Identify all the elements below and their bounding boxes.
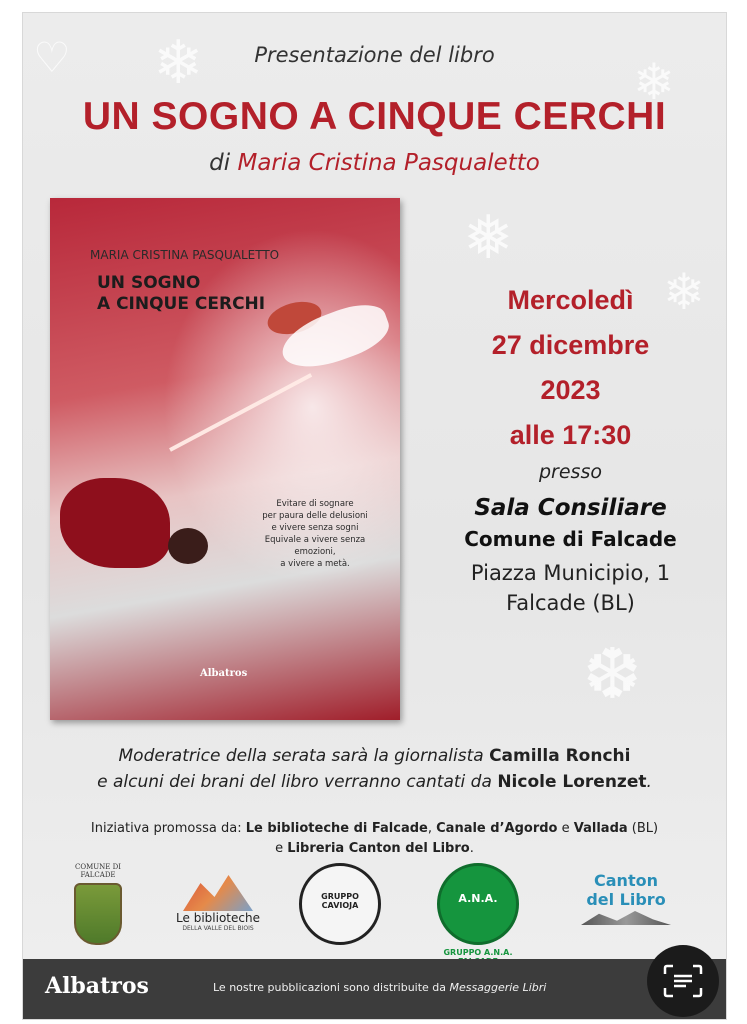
moderator-text xyxy=(23,743,726,795)
cover-quote-line: per paura delle delusioni xyxy=(262,511,368,521)
biblioteche-logo xyxy=(168,863,268,932)
cover-publisher: Albatros xyxy=(200,668,248,679)
canton-line2: del Libro xyxy=(586,890,666,909)
book-title: UN SOGNO A CINQUE CERCHI xyxy=(82,95,667,138)
initiative-line1 xyxy=(23,819,726,839)
footer-brand: Albatros xyxy=(45,973,149,999)
moderator-line2-text: e alcuni dei brani del libro verranno cantati da xyxy=(97,772,492,792)
canton-logo xyxy=(571,863,681,925)
address-line2: Falcade (BL) xyxy=(506,591,635,615)
ana-badge-text: A.N.A. xyxy=(458,892,498,905)
initiative-org2: Canale d’Agordo xyxy=(436,821,558,836)
cover-reaching-arm xyxy=(169,373,312,452)
cover-title xyxy=(97,273,297,315)
poster xyxy=(22,12,727,1020)
byline xyxy=(23,150,726,176)
footer-note-text: Le nostre pubblicazioni sono distribuite da xyxy=(213,981,447,994)
initiative-comma: , xyxy=(427,821,432,836)
initiative-prefix: Iniziativa promossa da: xyxy=(90,821,242,836)
moderator-line2 xyxy=(23,769,726,795)
initiative-line2-and: e xyxy=(275,841,284,856)
initiative-dot: . xyxy=(469,841,474,856)
event-datetime xyxy=(423,278,718,458)
initiative-org4: Libreria Canton del Libro xyxy=(287,841,470,856)
scan-text-button[interactable] xyxy=(647,945,719,1017)
kicker: Presentazione del libro xyxy=(254,43,495,67)
snowflake-icon: ❄ xyxy=(153,28,204,98)
snowflake-icon: ❅ xyxy=(463,203,514,273)
crest-icon xyxy=(74,883,122,945)
book-icon xyxy=(581,911,671,925)
initiative-and: e xyxy=(561,821,570,836)
moderator-name: Camilla Ronchi xyxy=(489,746,631,766)
initiative-text xyxy=(23,819,726,859)
mountain-icon xyxy=(183,871,253,911)
biblio-title: Le biblioteche xyxy=(176,911,260,925)
footer-note xyxy=(213,981,546,994)
event-location xyxy=(423,461,718,615)
cover-title-line2: A CINQUE CERCHI xyxy=(97,294,266,314)
moderator-line1 xyxy=(23,743,726,769)
comune-caption: COMUNE DI FALCADE xyxy=(75,863,121,879)
ana-logo xyxy=(423,863,533,966)
footer-distributor: Messaggerie Libri xyxy=(449,981,547,994)
initiative-org1: Le biblioteche di Falcade xyxy=(245,821,428,836)
event-date: 27 dicembre xyxy=(491,330,650,360)
cover-title-line1: UN SOGNO xyxy=(97,273,201,293)
presso-label: presso xyxy=(539,461,602,483)
event-day: Mercoledì xyxy=(507,285,634,315)
cover-quote-line: a vivere a metà. xyxy=(280,559,350,569)
initiative-region: (BL) xyxy=(631,821,659,836)
ana-badge xyxy=(437,863,519,945)
event-time: alle 17:30 xyxy=(509,420,632,450)
heart-icon: ♡ xyxy=(33,33,71,82)
cover-quote xyxy=(250,498,380,570)
cover-swimmer-bottom xyxy=(60,478,170,568)
scan-text-icon xyxy=(663,964,703,998)
by-label: di xyxy=(209,150,231,176)
snowflake-icon: ❆ xyxy=(583,633,642,715)
author-name: Maria Cristina Pasqualetto xyxy=(237,150,540,176)
cover-swimmer-head xyxy=(168,528,208,564)
venue-name: Sala Consiliare xyxy=(474,495,667,521)
cavioja-badge xyxy=(299,863,381,945)
canton-line1: Canton xyxy=(594,871,658,890)
cavioja-text: GRUPPO CAVIOJA xyxy=(321,892,359,910)
ana-caption: GRUPPO A.N.A. xyxy=(443,948,513,957)
sponsor-logos xyxy=(23,863,726,958)
cavioja-logo xyxy=(298,863,382,945)
footer-bar xyxy=(23,959,726,1019)
snowflake-icon: ❄ xyxy=(663,263,705,321)
event-year: 2023 xyxy=(540,375,601,405)
cover-quote-line: Equivale a vivere senza emozioni, xyxy=(264,535,366,557)
moderator-line2-end: . xyxy=(646,772,652,792)
initiative-org3: Vallada xyxy=(573,821,628,836)
moderator-line1-text: Moderatrice della serata sarà la giornalista xyxy=(118,746,484,766)
singer-name: Nicole Lorenzet xyxy=(497,772,647,792)
book-cover xyxy=(50,198,400,720)
comune-falcade-logo xyxy=(58,863,138,945)
initiative-line2 xyxy=(23,839,726,859)
cover-quote-line: e vivere senza sogni xyxy=(271,523,359,533)
venue-sub: Comune di Falcade xyxy=(464,527,677,551)
address-line1: Piazza Municipio, 1 xyxy=(470,561,671,585)
biblio-sub: DELLA VALLE DEL BIOIS xyxy=(182,925,254,932)
cover-author: MARIA CRISTINA PASQUALETTO xyxy=(90,248,280,262)
snowflake-icon: ❄ xyxy=(633,53,675,111)
cover-quote-line: Evitare di sognare xyxy=(276,499,354,509)
